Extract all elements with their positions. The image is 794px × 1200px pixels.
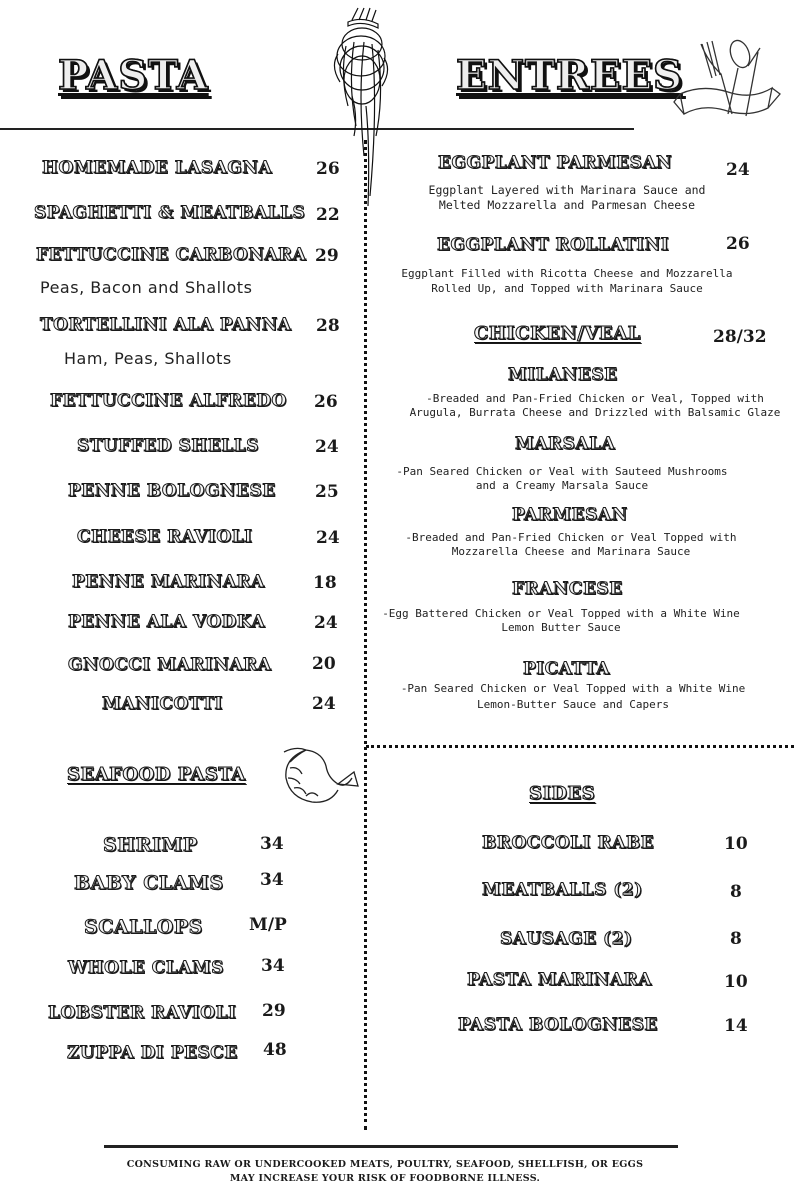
side-item-name: PASTA MARINARA xyxy=(467,970,652,990)
footer-rule xyxy=(104,1145,678,1148)
chicken-veal-item-name: PICATTA xyxy=(523,659,610,679)
pasta-item-price: 24 xyxy=(316,528,340,548)
column-divider xyxy=(364,140,367,1130)
pasta-item-price: 20 xyxy=(312,654,336,674)
footer-warning-line2: MAY INCREASE YOUR RISK OF FOODBORNE ILLNESS. xyxy=(229,1173,541,1184)
seafood-item-name: SHRIMP xyxy=(103,834,198,856)
pasta-item-price: 24 xyxy=(314,613,338,633)
entree-item-description: Rolled Up, and Topped with Marinara Sauce xyxy=(431,282,703,295)
pasta-item-name: PENNE ALA VODKA xyxy=(68,612,266,632)
seafood-pasta-heading: SEAFOOD PASTA xyxy=(67,764,246,785)
chicken-veal-item-description: -Pan Seared Chicken or Veal Topped with a White Wine xyxy=(400,682,746,695)
entree-item-price: 26 xyxy=(726,234,750,254)
pasta-item-name: STUFFED SHELLS xyxy=(77,436,259,456)
chicken-veal-price: 28/32 xyxy=(713,327,767,347)
side-item-price: 8 xyxy=(730,929,742,949)
pasta-item-price: 22 xyxy=(316,205,340,225)
entree-item-name: EGGPLANT ROLLATINI xyxy=(437,235,670,255)
pasta-item-price: 25 xyxy=(315,482,339,502)
chicken-veal-item-description: Lemon Butter Sauce xyxy=(501,621,621,634)
pasta-item-name: FETTUCCINE CARBONARA xyxy=(36,245,307,265)
seafood-item-price: 34 xyxy=(260,870,284,890)
seafood-item-name: BABY CLAMS xyxy=(74,872,224,894)
pasta-item-description: Peas, Bacon and Shallots xyxy=(40,278,253,297)
chicken-veal-item-name: MILANESE xyxy=(508,365,618,385)
pasta-item-price: 28 xyxy=(316,316,340,336)
pasta-item-description: Ham, Peas, Shallots xyxy=(64,349,232,368)
seafood-item-name: ZUPPA DI PESCE xyxy=(67,1043,238,1063)
footer-warning-line1: CONSUMING RAW OR UNDERCOOKED MEATS, POULTRY, SEAFOOD, SHELLFISH, OR EGGS xyxy=(126,1159,644,1170)
seafood-item-price: 34 xyxy=(261,956,285,976)
utensils-banner-icon xyxy=(672,32,782,132)
pasta-item-name: SPAGHETTI & MEATBALLS xyxy=(34,203,306,223)
shrimp-icon xyxy=(276,744,360,808)
chicken-veal-item-name: FRANCESE xyxy=(512,579,623,599)
chicken-veal-item-description: Arugula, Burrata Cheese and Drizzled with Balsamic Glaze xyxy=(409,406,781,419)
pasta-item-name: HOMEMADE LASAGNA xyxy=(42,158,273,178)
pasta-item-name: PENNE MARINARA xyxy=(72,572,265,592)
entree-item-description: Eggplant Filled with Ricotta Cheese and Mozzarella xyxy=(401,267,733,280)
seafood-item-name: WHOLE CLAMS xyxy=(68,958,225,978)
pasta-item-price: 29 xyxy=(315,246,339,266)
chicken-veal-item-name: MARSALA xyxy=(515,434,616,454)
side-item-price: 10 xyxy=(724,972,748,992)
side-item-price: 8 xyxy=(730,882,742,902)
seafood-item-name: SCALLOPS xyxy=(84,916,203,938)
chicken-veal-item-description: and a Creamy Marsala Sauce xyxy=(475,479,649,492)
chicken-veal-item-description: -Breaded and Pan-Fried Chicken or Veal Topped with xyxy=(405,531,737,544)
entrees-heading: ENTREES xyxy=(456,52,683,99)
chicken-veal-item-description: Mozzarella Cheese and Marinara Sauce xyxy=(451,545,691,558)
sides-heading: SIDES xyxy=(529,783,596,804)
seafood-item-price: 34 xyxy=(260,834,284,854)
seafood-item-name: LOBSTER RAVIOLI xyxy=(48,1003,237,1023)
pasta-item-name: CHEESE RAVIOLI xyxy=(77,527,253,547)
pasta-item-price: 24 xyxy=(312,694,336,714)
sides-divider xyxy=(366,745,794,748)
pasta-item-name: TORTELLINI ALA PANNA xyxy=(40,315,292,335)
side-item-name: BROCCOLI RABE xyxy=(482,833,655,853)
pasta-item-price: 24 xyxy=(315,437,339,457)
side-item-price: 14 xyxy=(724,1016,748,1036)
entree-item-name: EGGPLANT PARMESAN xyxy=(438,153,673,173)
chicken-veal-item-description: -Egg Battered Chicken or Veal Topped with a White Wine xyxy=(382,607,740,620)
side-item-name: PASTA BOLOGNESE xyxy=(458,1015,658,1035)
seafood-item-price: 29 xyxy=(262,1001,286,1021)
pasta-item-name: MANICOTTI xyxy=(102,694,223,714)
side-item-price: 10 xyxy=(724,834,748,854)
entree-item-description: Melted Mozzarella and Parmesan Cheese xyxy=(438,198,696,212)
chicken-veal-item-description: Lemon-Butter Sauce and Capers xyxy=(476,698,670,711)
seafood-item-price: 48 xyxy=(263,1040,287,1060)
pasta-item-price: 26 xyxy=(314,392,338,412)
entree-item-price: 24 xyxy=(726,160,750,180)
side-item-name: SAUSAGE (2) xyxy=(500,929,633,949)
chicken-veal-item-description: -Pan Seared Chicken or Veal with Sauteed Mushrooms xyxy=(396,465,728,478)
pasta-heading: PASTA xyxy=(58,52,209,99)
pasta-item-price: 18 xyxy=(313,573,337,593)
header-rule xyxy=(0,128,634,130)
entree-item-description: Eggplant Layered with Marinara Sauce and xyxy=(428,183,706,197)
pasta-item-name: FETTUCCINE ALFREDO xyxy=(50,391,287,411)
seafood-item-price: M/P xyxy=(249,915,287,935)
pasta-item-name: GNOCCI MARINARA xyxy=(68,655,272,675)
chicken-veal-heading: CHICKEN/VEAL xyxy=(474,323,641,344)
chicken-veal-item-name: PARMESAN xyxy=(512,505,628,525)
pasta-item-price: 26 xyxy=(316,159,340,179)
chicken-veal-item-description: -Breaded and Pan-Fried Chicken or Veal, Topped with xyxy=(426,392,764,405)
side-item-name: MEATBALLS (2) xyxy=(482,880,643,900)
pasta-item-name: PENNE BOLOGNESE xyxy=(68,481,276,501)
